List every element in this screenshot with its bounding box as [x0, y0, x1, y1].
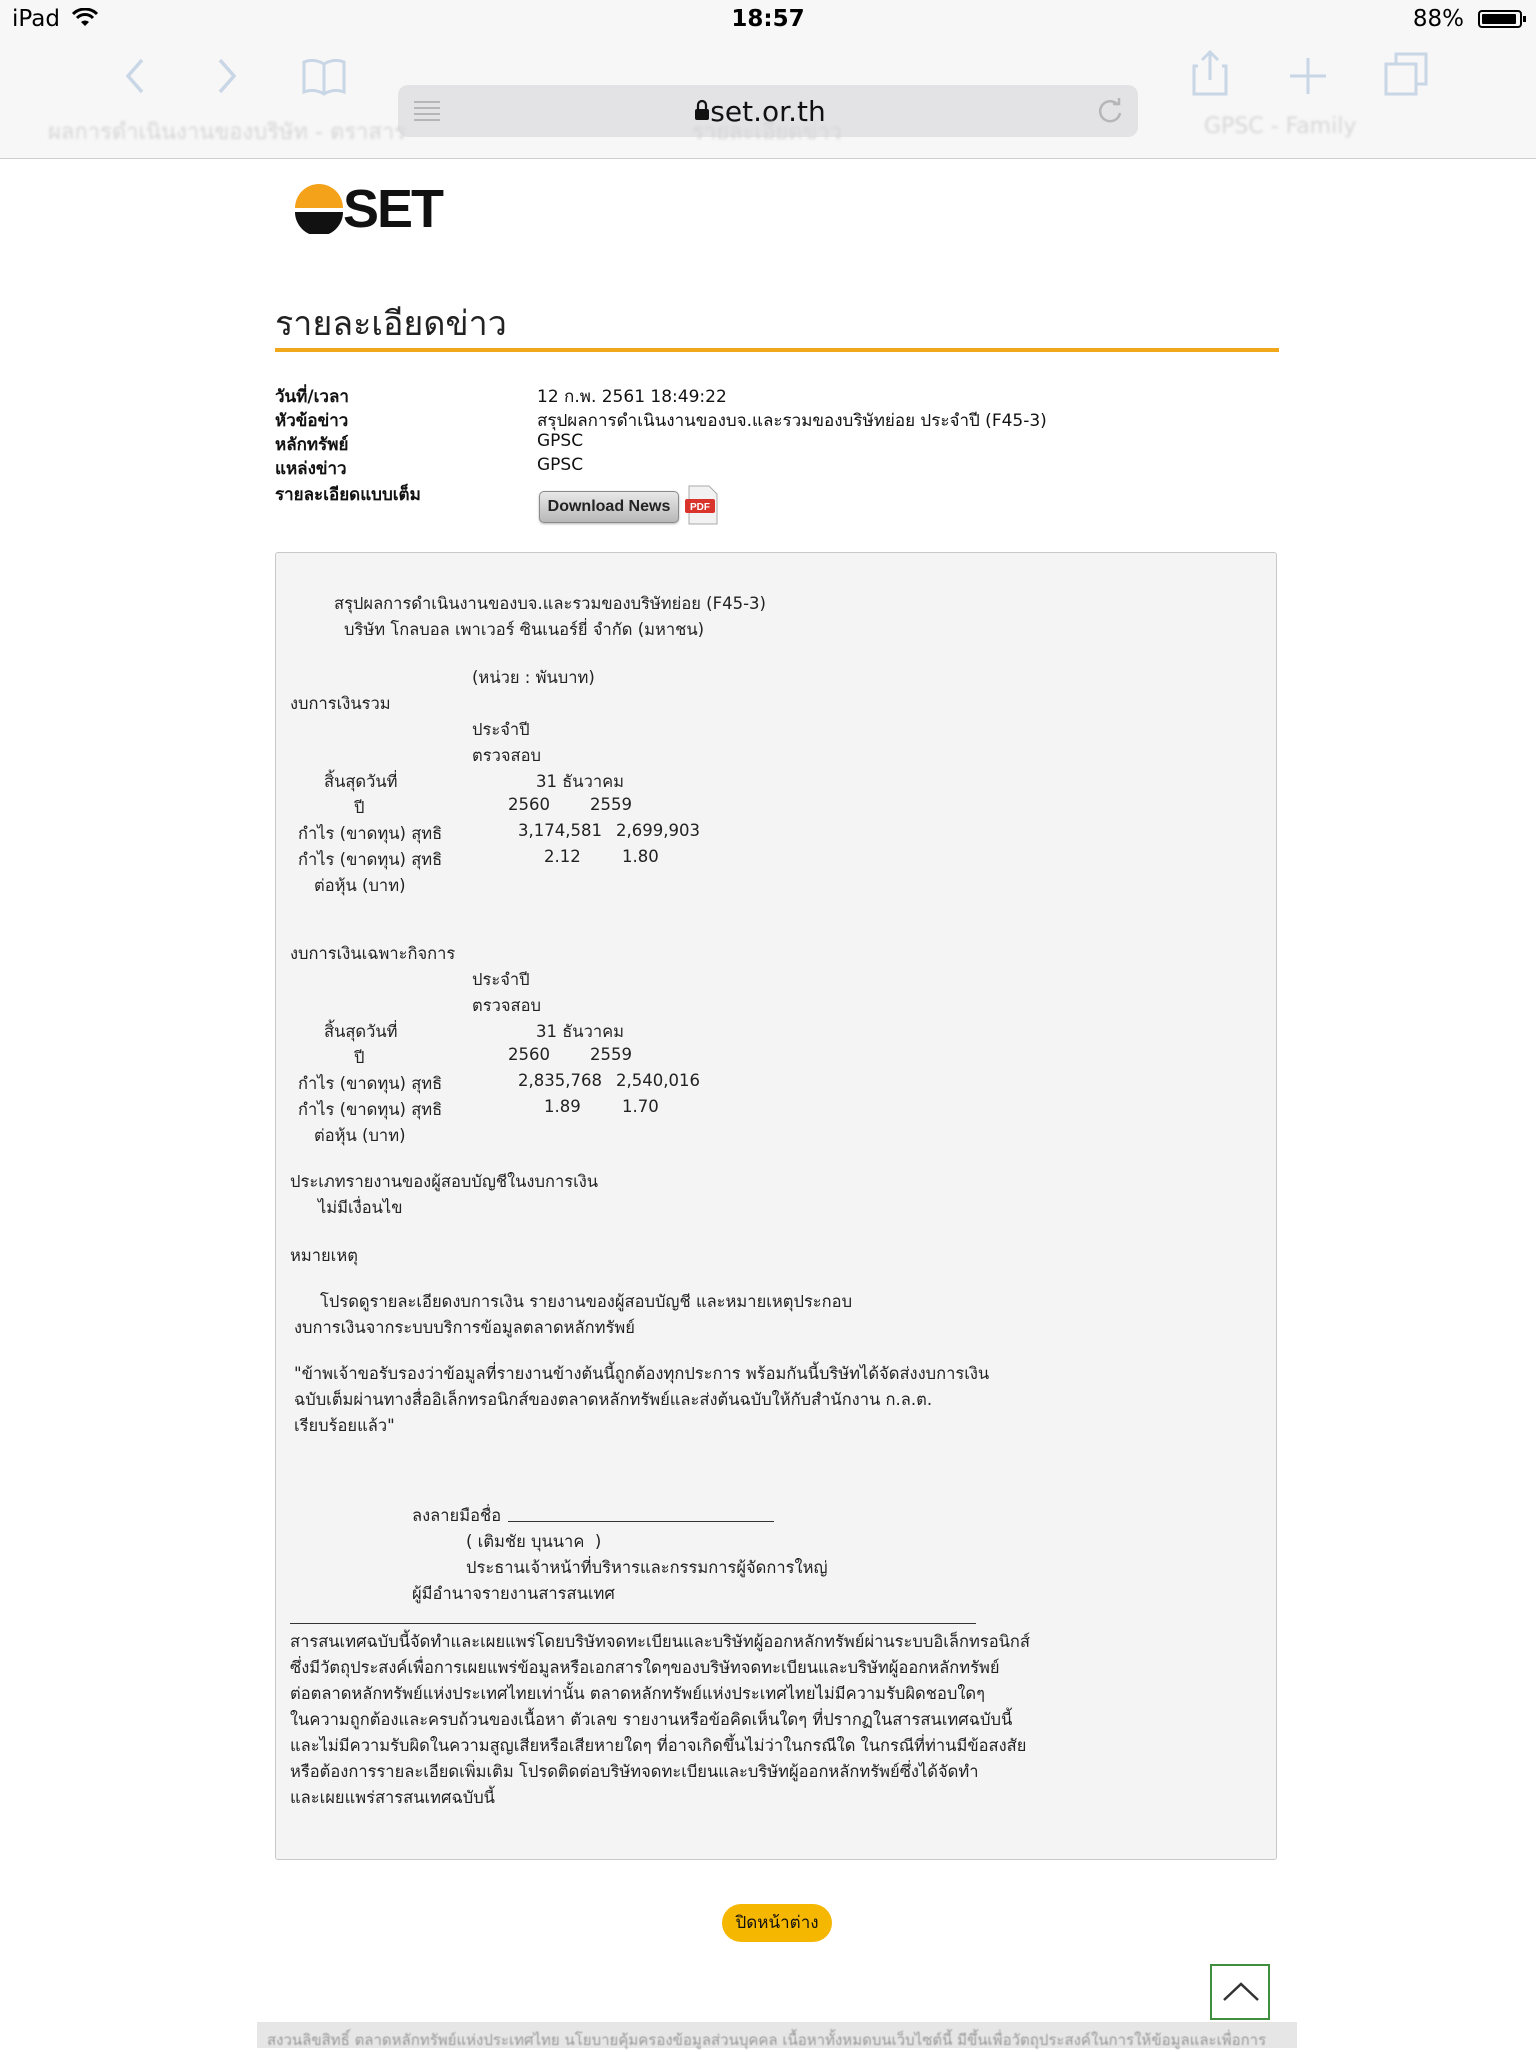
auditor-opinion-value: ไม่มีเงื่อนไข [318, 1198, 403, 1217]
separate-net-profit-current: 2,835,768 [518, 1071, 602, 1090]
signer-title: ประธานเจ้าหน้าที่บริหารและกรรมการผู้จัดการใหญ่ [466, 1558, 828, 1577]
page-title: รายละเอียดข่าว [275, 304, 507, 344]
disclaimer-line: และไม่มีความรับผิดในความสูญเสียหรือเสียหายใดๆ ที่อาจเกิดขึ้นไม่ว่าในกรณีใด ในกรณีที่ท่านมีข้อสงสัย [290, 1736, 1027, 1755]
disclaimer-line: หรือต้องการรายละเอียดเพิ่มเติม โปรดติดต่อบริษัทจดทะเบียนและบริษัทผู้ออกหลักทรัพย์ซึ่งได้จัดทำ [290, 1762, 979, 1781]
share-icon[interactable] [1190, 48, 1230, 96]
signature-line [508, 1521, 774, 1522]
separate-period: ประจำปี [472, 970, 530, 989]
info-row-security [275, 431, 1279, 455]
set-logo-icon [293, 182, 345, 234]
company-name: บริษัท โกลบอล เพาเวอร์ ซินเนอร์ยี่ จำกัด (มหาชน) [344, 620, 705, 639]
info-row-source [275, 455, 1279, 479]
forward-icon[interactable] [216, 56, 238, 96]
separate-title: งบการเงินเฉพาะกิจการ [290, 944, 456, 963]
separate-end-date-value: 31 ธันวาคม [536, 1022, 625, 1041]
headline-label: หัวข้อข่าว [275, 411, 349, 431]
reload-icon[interactable] [1096, 97, 1124, 125]
consolidated-end-date-label: สิ้นสุดวันที่ [324, 772, 398, 791]
download-news-button[interactable]: Download News [539, 491, 679, 523]
consolidated-title: งบการเงินรวม [290, 694, 391, 713]
consolidated-year-prior: 2559 [590, 795, 632, 814]
back-to-top-button[interactable] [1210, 1964, 1270, 2020]
title-divider [275, 348, 1279, 352]
disclaimer-divider [290, 1623, 976, 1624]
separate-eps-prior: 1.70 [622, 1097, 659, 1116]
separate-eps-current: 1.89 [544, 1097, 581, 1116]
detail-label: รายละเอียดแบบเต็ม [275, 485, 421, 505]
battery-icon [1478, 10, 1522, 28]
disclaimer-line: ในความถูกต้องและครบถ้วนของเนื้อหา ตัวเลข รายงานหรือข้อคิดเห็นใดๆ ที่ปรากฏในสารสนเทศฉบับนี้ [290, 1710, 1013, 1729]
consolidated-eps-current: 2.12 [544, 847, 581, 866]
consolidated-net-profit-current: 3,174,581 [518, 821, 602, 840]
url-text: set.or.th [710, 95, 826, 128]
battery-percent: 88% [1412, 6, 1464, 32]
status-bar [0, 0, 1536, 40]
date-label: วันที่/เวลา [275, 387, 349, 407]
consolidated-eps-unit: ต่อหุ้น (บาท) [314, 876, 406, 895]
consolidated-eps-label: กำไร (ขาดทุน) สุทธิ [298, 850, 443, 869]
consolidated-audit: ตรวจสอบ [472, 746, 541, 765]
consolidated-period: ประจำปี [472, 720, 530, 739]
tabs-icon[interactable] [1384, 52, 1428, 96]
browser-toolbar [0, 40, 1536, 159]
separate-audit: ตรวจสอบ [472, 996, 541, 1015]
separate-year-current: 2560 [508, 1045, 550, 1064]
chevron-up-icon [1222, 1980, 1260, 2004]
device-label: iPad [12, 6, 60, 32]
ghost-tab-center: รายละเอียดข่าว [692, 120, 843, 145]
separate-eps-unit: ต่อหุ้น (บาท) [314, 1126, 406, 1145]
signer-authority: ผู้มีอำนาจรายงานสารสนเทศ [412, 1584, 615, 1603]
separate-year-prior: 2559 [590, 1045, 632, 1064]
separate-year-label: ปี [354, 1048, 365, 1067]
disclaimer-line: ซึ่งมีวัตถุประสงค์เพื่อการเผยแพร่ข้อมูลหรือเอกสารใดๆของบริษัทจดทะเบียนและบริษัทผู้ออกหลักทรัพย์ [290, 1658, 1000, 1677]
clock: 18:57 [731, 6, 805, 32]
certify-line-1: "ข้าพเจ้าขอรับรองว่าข้อมูลที่รายงานข้างต้นนี้ถูกต้องทุกประการ พร้อมกันนี้บริษัทได้จัดส่งงบการเงิน [294, 1364, 990, 1383]
consolidated-year-label: ปี [354, 798, 365, 817]
signature-label: ลงลายมือชื่อ [412, 1506, 502, 1525]
certify-line-3: เรียบร้อยแล้ว" [294, 1416, 395, 1435]
info-row-date [275, 383, 1279, 407]
info-row-detail [275, 481, 1279, 505]
separate-end-date-label: สิ้นสุดวันที่ [324, 1022, 398, 1041]
headline-value: สรุปผลการดำเนินงานของบจ.และรวมของบริษัทย่อย ประจำปี (F45-3) [537, 411, 1047, 431]
separate-net-profit-label: กำไร (ขาดทุน) สุทธิ [298, 1074, 443, 1093]
ghost-tab-right: GPSC - Family [1204, 114, 1357, 139]
bookmarks-icon[interactable] [300, 56, 348, 96]
consolidated-net-profit-prior: 2,699,903 [616, 821, 700, 840]
back-icon[interactable] [124, 56, 146, 96]
news-content-box [275, 552, 1277, 1860]
separate-net-profit-prior: 2,540,016 [616, 1071, 700, 1090]
new-tab-icon[interactable] [1288, 56, 1328, 96]
disclaimer-line: สารสนเทศฉบับนี้จัดทำและเผยแพร่โดยบริษัทจดทะเบียนและบริษัทผู้ออกหลักทรัพย์ผ่านระบบอิเล็กทรอนิกส์ [290, 1632, 1030, 1651]
footer [257, 2022, 1297, 2048]
source-label: แหล่งข่าว [275, 459, 347, 479]
info-row-headline [275, 407, 1279, 431]
unit-label: (หน่วย : พันบาท) [472, 668, 595, 687]
footer-text: สงวนลิขสิทธิ์ ตลาดหลักทรัพย์แห่งประเทศไทย นโยบายคุ้มครองข้อมูลส่วนบุคคล เนื้อหาทั้งหมดบนเว็บไซต์นี้ มีขึ้นเพื่อวัตถุประสงค์ในการให้ข้อมูลและเพื่อการ [267, 2031, 1267, 2049]
consolidated-year-current: 2560 [508, 795, 550, 814]
separate-eps-label: กำไร (ขาดทุน) สุทธิ [298, 1100, 443, 1119]
remark-line-1: โปรดดูรายละเอียดงบการเงิน รายงานของผู้สอบบัญชี และหมายเหตุประกอบ [320, 1292, 853, 1311]
disclaimer-line: และเผยแพร่สารสนเทศฉบับนี้ [290, 1788, 495, 1807]
date-value: 12 ก.พ. 2561 18:49:22 [537, 387, 727, 407]
signer-name: ( เติมชัย บุนนาค ) [466, 1532, 602, 1551]
pdf-icon[interactable] [685, 485, 719, 525]
security-value: GPSC [537, 431, 584, 451]
source-value: GPSC [537, 455, 584, 475]
auditor-opinion-title: ประเภทรายงานของผู้สอบบัญชีในงบการเงิน [290, 1172, 599, 1191]
set-logo[interactable] [293, 180, 453, 240]
certify-line-2: ฉบับเต็มผ่านทางสื่ออิเล็กทรอนิกส์ของตลาดหลักทรัพย์และส่งต้นฉบับให้กับสำนักงาน ก.ล.ต. [294, 1390, 933, 1409]
consolidated-net-profit-label: กำไร (ขาดทุน) สุทธิ [298, 824, 443, 843]
security-label: หลักทรัพย์ [275, 435, 349, 455]
set-logo-text: SET [343, 179, 443, 239]
remark-title: หมายเหตุ [290, 1246, 358, 1265]
news-heading: สรุปผลการดำเนินงานของบจ.และรวมของบริษัทย่อย (F45-3) [334, 594, 766, 613]
close-window-button[interactable]: ปิดหน้าต่าง [722, 1904, 832, 1942]
pdf-icon-label: PDF [690, 502, 710, 513]
ghost-tab-left: ผลการดำเนินงานของบริษัท - ตราสาร [48, 120, 406, 145]
consolidated-end-date-value: 31 ธันวาคม [536, 772, 625, 791]
remark-line-2: งบการเงินจากระบบบริการข้อมูลตลาดหลักทรัพย์ [294, 1318, 635, 1337]
consolidated-eps-prior: 1.80 [622, 847, 659, 866]
disclaimer-line: ต่อตลาดหลักทรัพย์แห่งประเทศไทยเท่านั้น ตลาดหลักทรัพย์แห่งประเทศไทยไม่มีความรับผิดชอบใดๆ [290, 1684, 985, 1703]
